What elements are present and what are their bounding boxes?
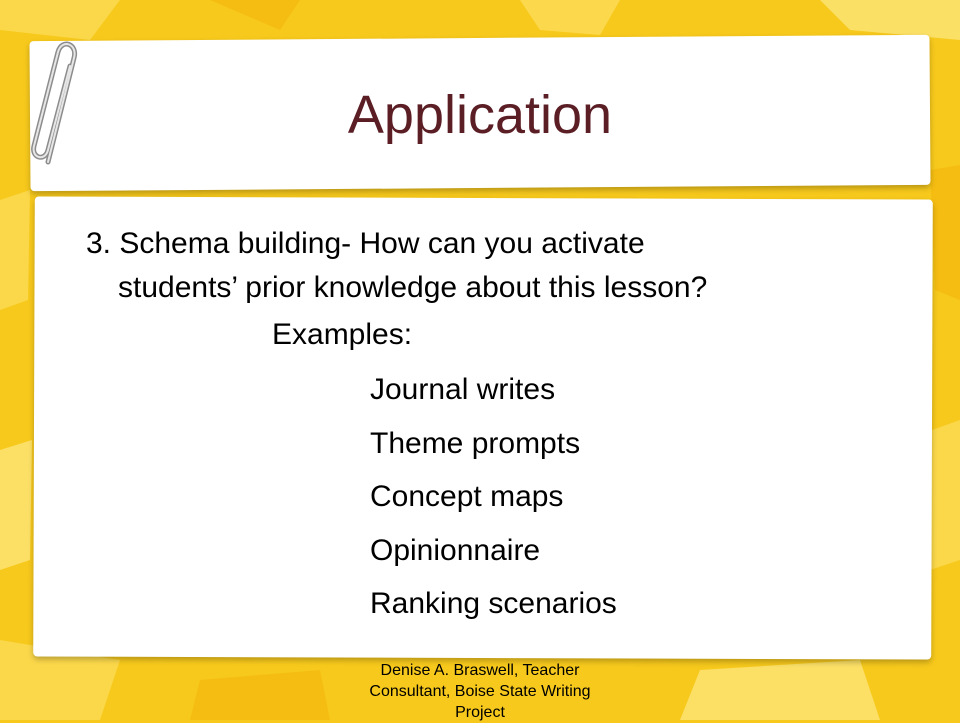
example-item: Theme prompts	[370, 426, 581, 460]
slide-title: Application	[347, 85, 613, 145]
point-line-2: students’ prior knowledge about this lesson?	[118, 271, 708, 304]
footer-line-2: Consultant, Boise State Writing	[369, 683, 591, 700]
point-line-1: 3. Schema building- How can you activate	[86, 227, 645, 260]
example-item: Opinionnaire	[370, 533, 541, 567]
footer-line-3: Project	[455, 704, 505, 721]
example-item: Ranking scenarios	[370, 587, 617, 620]
example-item: Concept maps	[370, 480, 564, 513]
example-item: Journal writes	[370, 373, 556, 406]
examples-label: Examples:	[272, 318, 413, 351]
example-list	[370, 370, 617, 638]
footer-credit	[330, 660, 630, 723]
footer-line-1: Denise A. Braswell, Teacher	[380, 662, 580, 679]
point-text	[86, 222, 886, 310]
